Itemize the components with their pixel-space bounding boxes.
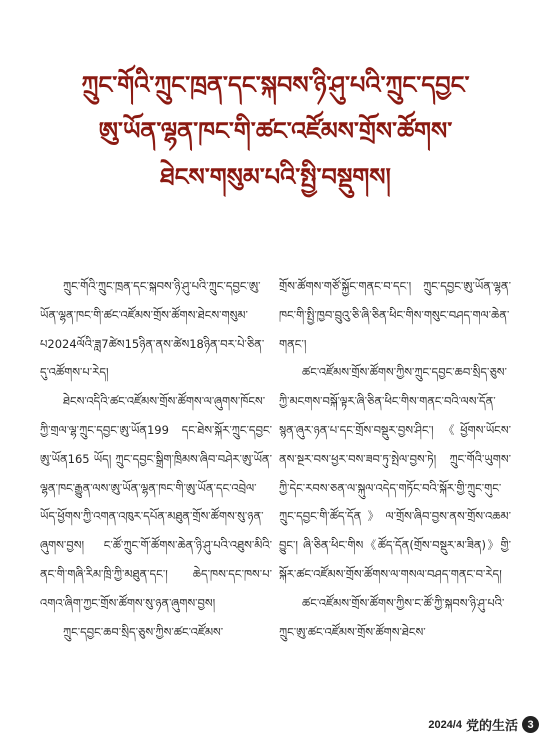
magazine-logo: 党的生活 xyxy=(465,719,518,734)
body-column-left xyxy=(40,272,272,646)
paragraph: གྲོས་ཚོགས་གཙོ་སྐྱོང་གནང་བ་དང་། ཀྲུང་དབྱང་ཨུ་ཡོན་ལྷན་ཁང་གི་སྤྱི་ཁྱབ་བྲུའུ་ཅི་ཞི་ཅིན་ཕིང་གིས་གསུང་བཤད་གལ་ཆེན་གནང་། xyxy=(279,279,511,351)
paragraph: ཚང་འཛོམས་གྲོས་ཚོགས་ཀྱིས་ཀྲུང་དབྱང་ཆབ་སྲིད་ཅུས་ཀྱི་མངགས་བསྐོ་ལྟར་ཞི་ཅིན་ཕིང་གིས་གནང་བའི་ལས་དོན་སྙན་ཞུར་ཉན་པ་དང་གྲོས་བསྡུར་བྱས་ཤིང་། 《ཕྱོགས་ཡོངས་ནས་སྔར་བས་ཕྱར་བས་ཟབ་ཏུ་སྤེལ་བྱས་ཏེ། ཀྲུང་གོའི་ཡུགས་ཀྱི་དེང་རབས་ཅན་ལ་སྐུལ་འདེད་གཏོང་བའི་སྐོར་གྱི་ཀྲུང་གུང་ཀྲུང་དབྱང་གི་ཚོད་དོན》ལ་གྲོས་ཞིབ་བྱས་ནས་གྲོས་འཆམ་བྱུང་། ཞི་ཅིན་ཕིང་གིས《ཚོད་དོན(གྲོས་བསྡུར་མ་ཟིན)》གྱི་སྐོར་ཚང་འཛོམས་གྲོས་ཚོགས་ལ་གསལ་བཤད་གནང་བ་རེད། xyxy=(279,365,511,581)
issue-date: 2024/4 xyxy=(428,718,462,731)
page-footer xyxy=(428,715,539,734)
paragraph: ཚང་འཛོམས་གྲོས་ཚོགས་ཀྱིས་ང་ཚོ་ཀྱི་སྐབས་ཉི་ཤུ་པའི་ཀྲུང་ཨུ་ཚང་འཛོམས་གྲོས་ཚོགས་ཐེངས་ xyxy=(279,595,505,639)
page-number-badge: 3 xyxy=(522,716,539,733)
paragraph: ཀྲུང་དབྱང་ཆབ་སྲིད་ཅུས་ཀྱིས་ཚང་འཛོམས་ xyxy=(63,624,224,639)
title-line-2: ཨུ་ཡོན་ལྷན་ཁང་གི་ཚང་འཛོམས་གྲོས་ཚོགས་ xyxy=(98,117,453,145)
body-column-right xyxy=(279,272,511,646)
title-line-1: ཀྲུང་གོའི་ཀྲུང་ཁྲན་དང་སྐབས་ཉི་ཤུ་པའི་ཀྲུང་དབྱང་ xyxy=(81,71,470,99)
paragraph: ཐེངས་འདིའི་ཚང་འཛོམས་གྲོས་ཚོགས་ལ་ཞུགས་ཁོངས་ཀྱི་གྲལ་ལྷ་ཀྲུང་དབྱང་ཨུ་ཡོན199 དང་ཐེས་སྐོར་ཀྲུང་དབྱང་ཨུ་ཡོན165 ཡོད། ཀྲུང་དབྱང་སྒྲིག་ཁྲིམས་ཞིབ་བཤེར་ཨུ་ཡོན་ལྷན་ཁང་རྒྱུན་ལས་ཨུ་ཡོན་ལྷན་ཁང་གི་ཨུ་ཡོན་དང་འབྲེལ་ཡོད་ཕྱོགས་ཀྱི་འགན་འཁུར་དཔོན་མཐུན་གྲོས་ཚོགས་སུ་ཉན་ཞུགས་བྱས། ང་ཚོ་ཀྲུང་གོ་ཚོགས་ཆེན་ཉི་ཤུ་པའི་འཐུས་མིའི་ནང་གི་གཞི་རིམ་ཁྲི་ཀྱི་མཐུན་དང་། ཆེད་ཁས་དང་ཁས་པ་འགའ་ཞིག་ཀྱང་གྲོས་ཚོགས་སུ་ཉན་ཞུགས་བྱས། xyxy=(40,394,272,610)
title-line-3: ཐེངས་གསུམ་པའི་སྤྱི་བསྡུགས། xyxy=(160,163,391,191)
article-title xyxy=(40,62,511,200)
paragraph: ཀྲུང་གོའི་ཀྲུང་ཁྲན་དང་སྐབས་ཉི་ཤུ་པའི་ཀྲུང་དབྱང་ཨུ་ཡོན་ལྷན་ཁང་གི་ཚང་འཛོམས་གྲོས་ཚོགས་ཐེངས་གསུམ་པ2024ལོའི་ཟླ7ཚེས15ཉིན་ནས་ཚེས18ཉིན་བར་པེ་ཅིན་དུ་འཚོགས་པ་རེད། xyxy=(40,279,265,380)
